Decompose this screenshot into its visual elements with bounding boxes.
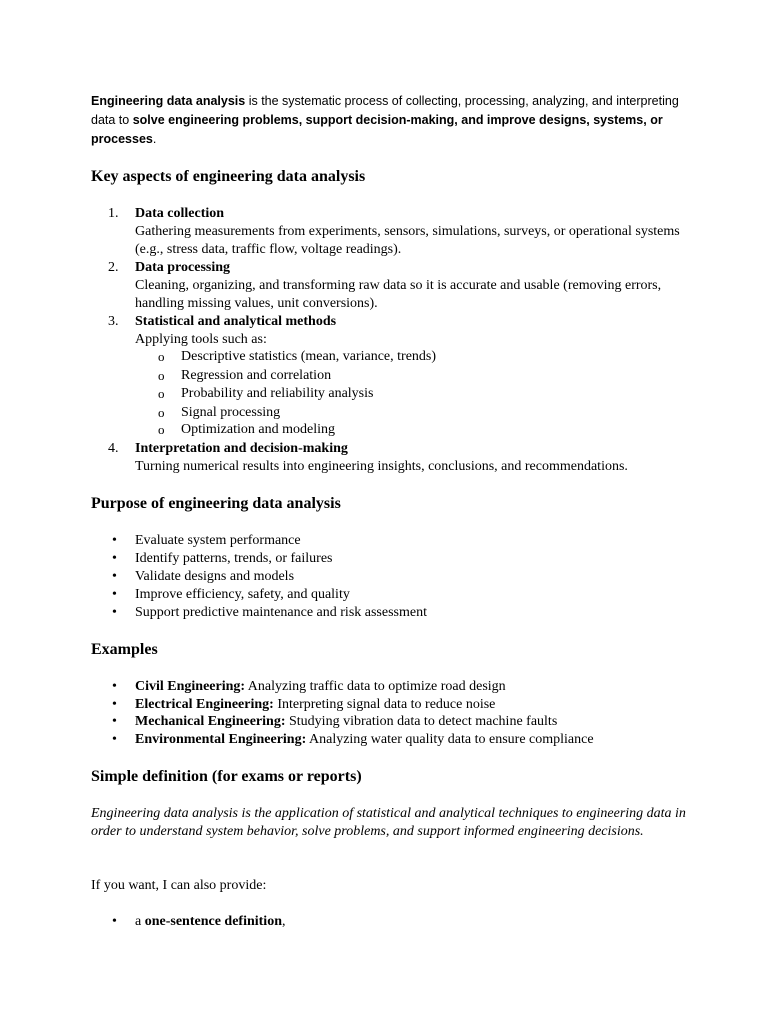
intro-bold-text: solve engineering problems, support decision-making, and improve designs, systems, or processes [91,113,663,146]
purpose-item: Support predictive maintenance and risk assessment [135,605,427,620]
sub-list-item: Regression and correlation [181,368,332,383]
list-item-desc: Gathering measurements from experiments, sensors, simulations, surveys, or operational systems (e.g., stress data, traffic flow, voltage readings). [135,224,680,257]
example-label: Electrical Engineering: [135,697,274,712]
bullet-marker: • [112,714,117,729]
key-aspects-heading: Key aspects of engineering data analysis [91,168,366,185]
bullet-marker: • [112,587,117,602]
sub-list-item: Descriptive statistics (mean, variance, trends) [181,349,437,364]
list-item-data-processing [135,259,695,313]
bullet-marker: • [112,551,117,566]
sub-bullet-marker: o [158,386,165,401]
example-text: Analyzing traffic data to optimize road design [245,679,506,694]
list-item-title: Data collection [135,206,225,221]
bullet-marker: • [112,533,117,548]
sub-bullet-marker: o [158,422,165,437]
bullet-marker: • [112,732,117,747]
list-number: 4. [108,441,119,456]
bullet-marker: • [112,569,117,584]
bullet-marker: • [112,605,117,620]
definition-heading: Simple definition (for exams or reports) [91,768,362,785]
list-item-desc: Applying tools such as: [135,332,267,347]
bullet-marker: • [112,679,117,694]
definition-text: Engineering data analysis is the application of statistical and analytical techniques to engineering data in order to understand system behavior, solve problems, and support informed engineering decisions. [91,806,686,839]
sub-bullet-marker: o [158,349,165,364]
offer-item: a one-sentence definition, [135,914,286,929]
list-item-interpretation [135,440,695,476]
example-text: Studying vibration data to detect machine faults [285,714,558,729]
example-item [135,713,557,731]
example-item [135,731,594,749]
purpose-item: Evaluate system performance [135,533,301,548]
sub-bullet-marker: o [158,368,165,383]
list-item-statistical-methods [135,313,695,349]
list-number: 1. [108,206,119,221]
purpose-item: Improve efficiency, safety, and quality [135,587,350,602]
intro-term: Engineering data analysis [91,94,246,108]
example-item [135,678,506,696]
examples-heading: Examples [91,641,158,658]
sub-bullet-marker: o [158,405,165,420]
purpose-item: Validate designs and models [135,569,295,584]
bullet-marker: • [112,697,117,712]
list-item-title: Data processing [135,260,231,275]
example-label: Mechanical Engineering: [135,714,286,729]
example-text: Analyzing water quality data to ensure compliance [306,732,594,747]
list-item-data-collection [135,205,695,259]
list-item-desc: Cleaning, organizing, and transforming raw data so it is accurate and usable (removing errors, handling missing values, unit conversions). [135,278,662,311]
sub-list-item: Optimization and modeling [181,422,335,437]
sub-list-item: Signal processing [181,405,281,420]
list-number: 2. [108,260,119,275]
purpose-heading: Purpose of engineering data analysis [91,495,341,512]
intro-paragraph [91,92,691,149]
bullet-marker: • [112,914,117,929]
intro-text-1: is the systematic process of collecting, processing, analyzing, and interpreting data to [91,94,679,127]
example-text: Interpreting signal data to reduce noise [273,697,496,712]
list-item-title: Interpretation and decision-making [135,441,348,456]
offer-text: If you want, I can also provide: [91,878,267,893]
intro-text-2: . [152,132,157,146]
list-item-desc: Turning numerical results into engineering insights, conclusions, and recommendations. [135,459,628,474]
sub-list-item: Probability and reliability analysis [181,386,374,401]
example-label: Environmental Engineering: [135,732,307,747]
list-number: 3. [108,314,119,329]
example-label: Civil Engineering: [135,679,246,694]
purpose-item: Identify patterns, trends, or failures [135,551,333,566]
example-item [135,696,495,714]
list-item-title: Statistical and analytical methods [135,314,337,329]
